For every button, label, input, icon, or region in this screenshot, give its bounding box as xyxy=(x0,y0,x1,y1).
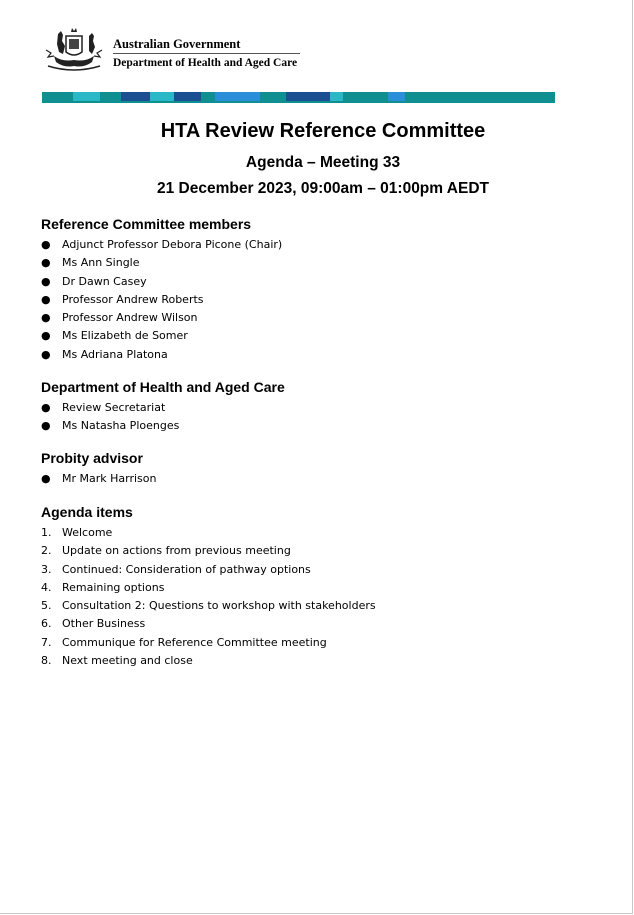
agenda-heading: Agenda items xyxy=(41,504,133,520)
bullet-icon: ● xyxy=(41,472,51,485)
bullet-icon: ● xyxy=(41,311,51,325)
bullet-icon: ● xyxy=(41,419,51,433)
item-number: 7. xyxy=(41,635,52,649)
agenda-subtitle: Agenda – Meeting 33 xyxy=(245,154,401,171)
probity-heading: Probity advisor xyxy=(41,450,143,466)
department-name: Department of Health and Aged Care xyxy=(113,57,298,69)
bullet-icon: ● xyxy=(41,238,51,251)
members-heading: Reference Committee members xyxy=(41,216,252,232)
bullet-icon: ● xyxy=(41,347,51,361)
item-number: 3. xyxy=(41,562,52,576)
header-divider xyxy=(113,53,300,54)
item-number: 8. xyxy=(41,654,52,668)
government-name: Australian Government xyxy=(113,37,241,51)
band-underline xyxy=(42,101,555,103)
bullet-icon: ● xyxy=(41,256,51,270)
bullet-icon: ● xyxy=(41,292,51,306)
bullet-icon: ● xyxy=(41,274,51,288)
item-number: 2. xyxy=(41,544,52,558)
bullet-icon: ● xyxy=(41,329,51,343)
government-header xyxy=(42,26,300,74)
page-title: HTA Review Reference Committee xyxy=(160,120,486,142)
department-heading: Department of Health and Aged Care xyxy=(41,379,285,395)
coat-of-arms-icon xyxy=(42,26,106,74)
bullet-icon: ● xyxy=(41,401,51,414)
meeting-date: 21 December 2023, 09:00am – 01:00pm AEDT xyxy=(156,180,489,197)
item-number: 4. xyxy=(41,580,52,594)
item-number: 6. xyxy=(41,617,52,631)
item-number: 5. xyxy=(41,599,52,613)
item-number: 1. xyxy=(41,526,52,539)
